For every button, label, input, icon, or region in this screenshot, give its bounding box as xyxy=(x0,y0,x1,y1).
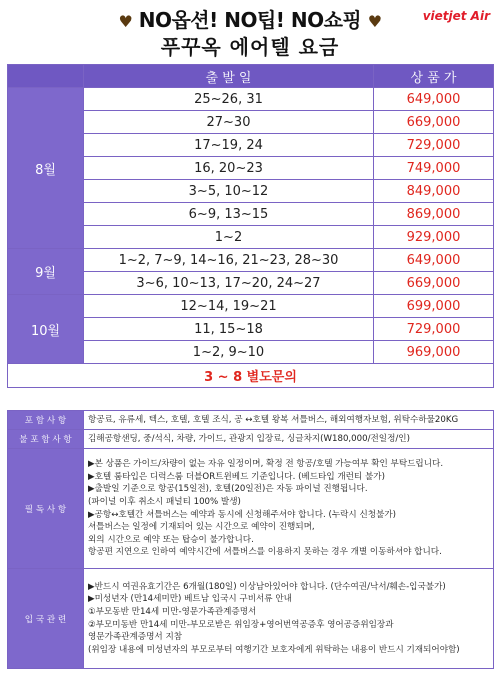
notice-text xyxy=(84,449,494,569)
date-cell: 25~26, 31 xyxy=(84,88,374,111)
title-line2: 푸꾸옥 에어텔 요금 xyxy=(160,35,340,59)
price-cell: 649,000 xyxy=(374,249,494,272)
price-cell: 869,000 xyxy=(374,203,494,226)
date-cell: 6~9, 13~15 xyxy=(84,203,374,226)
date-cell: 16, 20~23 xyxy=(84,157,374,180)
price-cell: 669,000 xyxy=(374,111,494,134)
table-row xyxy=(8,249,494,272)
header xyxy=(0,0,500,62)
date-cell: 11, 15~18 xyxy=(84,318,374,341)
entry-line: ▶반드시 여권유효기간은 6개월(180일) 이상남아있어야 합니다. (단수여권/낙서/훼손-입국불가) xyxy=(88,581,446,592)
excluded-row xyxy=(8,430,494,449)
date-cell: 3~5, 10~12 xyxy=(84,180,374,203)
month-cell-aug: 8월 xyxy=(8,88,84,249)
date-cell: 27~30 xyxy=(84,111,374,134)
header-departure-date: 출 발 일 xyxy=(84,65,374,88)
entry-line: ②부모미동반 만14세 미만-부모로받은 위임장+영어번역공증후 영어공증위임장과 xyxy=(88,619,394,630)
month-cell-sep: 9월 xyxy=(8,249,84,295)
entry-line: 영문가족관계증명서 지참 xyxy=(88,632,183,643)
included-text: 항공료, 유류세, 텍스, 호텔, 호텔 조식, 공 ↔호텔 왕복 셔틀버스, 해외여행자보험, 위탁수하물20KG xyxy=(84,411,494,430)
notice-line: 항공편 지연으로 인하여 예약시간에 셔틀버스를 이용하지 못하는 경우 개별 이동하셔야 합니다. xyxy=(88,547,442,558)
entry-line: ▶미성년자 (만14세미만) 베트남 입국시 구비서류 안내 xyxy=(88,594,292,605)
table-row xyxy=(8,88,494,111)
price-table xyxy=(7,64,494,388)
date-cell: 1~2 xyxy=(84,226,374,249)
included-label: 포 함 사 항 xyxy=(8,411,84,430)
entry-row xyxy=(8,569,494,669)
date-cell: 1~2, 9~10 xyxy=(84,341,374,364)
date-cell: 12~14, 19~21 xyxy=(84,295,374,318)
price-cell: 929,000 xyxy=(374,226,494,249)
date-cell: 17~19, 24 xyxy=(84,134,374,157)
price-cell: 749,000 xyxy=(374,157,494,180)
price-cell: 849,000 xyxy=(374,180,494,203)
notice-line: 셔틀버스는 일정에 기재되어 있는 시간으로 예약이 진행되며, xyxy=(88,522,315,533)
notice-line: ▶본 상품은 가이드/차량이 없는 자유 일정이며, 확정 전 항공/호텔 가능여부 확인 부탁드립니다. xyxy=(88,459,444,470)
heart-icon-left: ♥ xyxy=(118,12,133,31)
month-cell-oct: 10월 xyxy=(8,295,84,364)
entry-line: ①부모동반 만14세 미만-영문가족관계증명서 xyxy=(88,606,257,617)
vietjet-logo: vietjet Air xyxy=(422,9,490,23)
table-row xyxy=(8,295,494,318)
header-product-price: 상 품 가 xyxy=(374,65,494,88)
notice-line: (파이널 이후 취소시 패널티 100% 발생) xyxy=(88,496,241,507)
entry-text xyxy=(84,569,494,669)
notice-row xyxy=(8,449,494,569)
price-cell: 699,000 xyxy=(374,295,494,318)
price-cell: 649,000 xyxy=(374,88,494,111)
heart-icon-right: ♥ xyxy=(367,12,382,31)
price-cell: 669,000 xyxy=(374,272,494,295)
price-table-header xyxy=(8,65,494,88)
notice-line: ▶공항↔호텔간 셔틀버스는 예약과 동시에 신청해주셔야 합니다. (누락시 신청불가) xyxy=(88,509,397,520)
excluded-text: 김해공항샌딩, 중/석식, 차량, 가이드, 관광지 입장료, 싱글차지(W180,000/전일정/인) xyxy=(84,430,494,449)
header-empty-cell xyxy=(8,65,84,88)
notice-label: 필 독 사 항 xyxy=(8,449,84,569)
notice-line: ▶출발일 기준으로 항공(15일전), 호텔(20일전)은 자동 파이널 진행됩니다. xyxy=(88,484,368,495)
entry-line: (위임장 내용에 미성년자의 부모로부터 여행기간 보호자에게 위탁하는 내용이 반드시 기재되어야함) xyxy=(88,644,460,655)
price-cell: 969,000 xyxy=(374,341,494,364)
title-line1: NO옵션! NO팁! NO쇼핑 xyxy=(138,8,362,32)
price-cell: 729,000 xyxy=(374,134,494,157)
notice-line: ▶호텔 룸타입은 디럭스룸 더블OR트윈베드 기준입니다. (베드타입 개런티 불가) xyxy=(88,471,385,482)
price-cell: 729,000 xyxy=(374,318,494,341)
excluded-label: 불 포 함 사 항 xyxy=(8,430,84,449)
date-cell: 3~6, 10~13, 17~20, 24~27 xyxy=(84,272,374,295)
info-table xyxy=(7,410,494,669)
entry-label: 입 국 관 련 xyxy=(8,569,84,669)
date-cell: 1~2, 7~9, 14~16, 21~23, 28~30 xyxy=(84,249,374,272)
notice-line: 외의 시간으로 예약 또는 탑승이 불가합니다. xyxy=(88,534,254,545)
special-note-row xyxy=(8,364,494,388)
special-note: 3 ~ 8 별도문의 xyxy=(8,364,494,388)
included-row xyxy=(8,411,494,430)
